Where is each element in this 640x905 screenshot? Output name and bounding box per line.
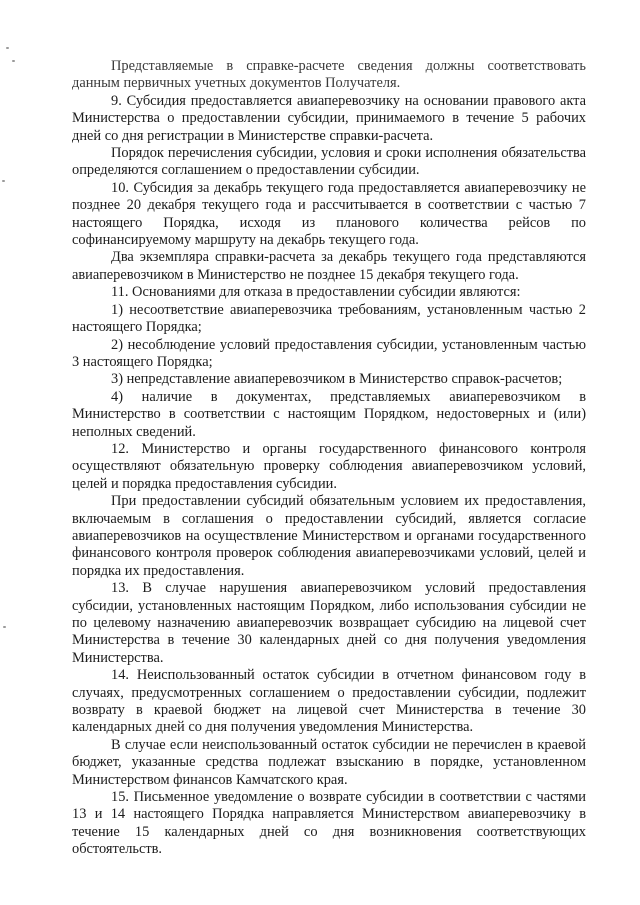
paragraph-item-11: 11. Основаниями для отказа в предоставлении субсидии являются: [111,284,521,301]
paragraph-refusal-3: 3) непредставление авиаперевозчиком в Министерство справок-расчетов; [111,371,563,388]
paragraph-item-13: 13. В случае нарушения авиаперевозчиком условий предоставления субсидии, установленных настоящим Порядком, либо использования субсидии не по целевому назначению авиаперевозчик возвращает субсидию на лицевой счет Министерства в течение 30 календарных дней со дня получения уведомления Министерства. [72,580,586,666]
paragraph-item-15: 15. Письменное уведомление о возврате субсидии в соответствии с частями 13 и 14 настоящего Порядка направляется Министерством авиаперевозчику в течение 15 календарных дней со дня возникновения соответствующих обстоятельств. [72,789,586,858]
paragraph-refusal-2: 2) несоблюдение условий предоставления субсидии, установленным частью 3 настоящего Порядка; [72,336,586,370]
scan-speck [3,626,6,628]
scan-speck [2,180,5,182]
paragraph-intro: Представляемые в справке-расчете сведения должны соответствовать данным первичных учетных документов Получателя. [72,58,586,92]
scan-speck [12,60,15,62]
scan-speck [6,47,9,49]
paragraph-refusal-1: 1) несоответствие авиаперевозчика требованиям, установленным частью 2 настоящего Порядка; [72,301,586,336]
paragraph-recovery: В случае если неиспользованный остаток субсидии не перечислен в краевой бюджет, указанные средства подлежат взысканию в порядке, установленном Министерством финансов Камчатского края. [72,736,586,788]
paragraph-transfer-procedure: Порядок перечисления субсидии, условия и сроки исполнения обязательства определяются соглашением о предоставлении субсидии. [72,145,586,179]
paragraph-item-12: 12. Министерство и органы государственного финансового контроля осуществляют обязательную проверку соблюдения авиаперевозчиком условий, целей и порядка предоставления субсидии. [72,440,586,492]
paragraph-refusal-4: 4) наличие в документах, представляемых авиаперевозчиком в Министерство в соответствии с настоящим Порядком, недостоверных и (или) неполных сведений. [72,388,586,440]
paragraph-item-10: 10. Субсидия за декабрь текущего года предоставляется авиаперевозчику не позднее 20 декабря текущего года и рассчитывается в соответствии с частью 7 настоящего Порядка, исходя из планового количества рейсов по софинансируемому маршруту на декабрь текущего года. [72,179,586,249]
document-page [72,58,586,859]
paragraph-inspection-consent: При предоставлении субсидий обязательным условием их предоставления, включаемым в соглашения о предоставлении субсидий, является согласие авиаперевозчиков на осуществление Министерством и органами государственного финансового контроля проверок соблюдения авиаперевозчиками условий, целей и порядка их предоставления. [72,493,586,579]
paragraph-item-14: 14. Неиспользованный остаток субсидии в отчетном финансовом году в случаях, предусмотренных соглашением о предоставлении субсидии, подлежит возврату в краевой бюджет на лицевой счет Министерства в течение 30 календарных дней со дня получения уведомления Министерства. [72,667,586,736]
paragraph-item-9: 9. Субсидия предоставляется авиаперевозчику на основании правового акта Министерства о предоставлении субсидии, принимаемого в течение 5 рабочих дней со дня регистрации в Министерстве справки-расчета. [72,92,586,144]
paragraph-december-copies: Два экземпляра справки-расчета за декабрь текущего года представляются авиаперевозчиком в Министерство не позднее 15 декабря текущего года. [72,249,586,283]
